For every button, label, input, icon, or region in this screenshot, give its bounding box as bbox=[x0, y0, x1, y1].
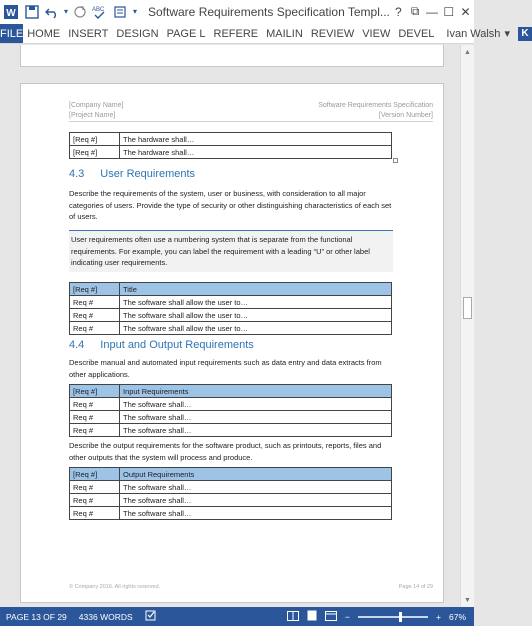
table-resize-handle[interactable] bbox=[393, 158, 398, 163]
input-requirements-paragraph: Describe manual and automated input requirements such as data entry and data extracts from other applications. bbox=[69, 358, 382, 379]
heading-input-output-requirements bbox=[69, 339, 254, 351]
user-account[interactable] bbox=[446, 24, 532, 43]
table-row: Req # The software shall… bbox=[70, 481, 392, 494]
svg-text:W: W bbox=[6, 7, 16, 19]
heading-text: Input and Output Requirements bbox=[100, 339, 254, 351]
zoom-level[interactable]: 67% bbox=[448, 611, 466, 622]
page-footer bbox=[69, 584, 433, 590]
ribbon-tabs bbox=[0, 24, 529, 44]
ribbon-display-button[interactable]: ⧉ bbox=[410, 4, 420, 18]
user-name: Ivan Walsh bbox=[446, 27, 501, 40]
scroll-up-icon[interactable]: ▲ bbox=[464, 48, 471, 56]
footer-copyright: © Company 2016. All rights reserved. bbox=[69, 584, 161, 590]
heading-number: 4.3 bbox=[69, 168, 85, 180]
format-icon[interactable] bbox=[110, 2, 130, 22]
tab-review[interactable]: REVIEW bbox=[310, 27, 355, 40]
heading-text: User Requirements bbox=[100, 168, 196, 180]
table-row: [Req #] The hardware shall… bbox=[70, 146, 392, 159]
footer-page-number: Page 14 of 29 bbox=[398, 584, 433, 590]
zoom-slider[interactable] bbox=[358, 616, 428, 618]
tab-developer[interactable]: DEVEL bbox=[398, 27, 435, 40]
minimize-button[interactable]: — bbox=[425, 4, 438, 19]
scroll-down-icon[interactable]: ▼ bbox=[464, 596, 471, 604]
scroll-thumb[interactable] bbox=[463, 297, 472, 319]
save-icon[interactable] bbox=[22, 2, 42, 22]
undo-dropdown-icon[interactable]: ▾ bbox=[63, 7, 68, 16]
input-requirements-table[interactable] bbox=[69, 384, 392, 437]
header-project: [Project Name] bbox=[69, 112, 116, 119]
customize-qat-icon[interactable]: ▾ bbox=[132, 7, 137, 16]
table-header-row: [Req #] Title bbox=[70, 283, 392, 296]
title-bar bbox=[0, 0, 474, 24]
page-header-row-1 bbox=[69, 102, 433, 109]
header-version: [Version Number] bbox=[378, 112, 433, 119]
read-mode-icon[interactable] bbox=[287, 611, 299, 623]
tab-references[interactable]: REFERE bbox=[213, 27, 259, 40]
output-requirements-paragraph: Describe the output requirements for the software product, such as printouts, reports, files and other outputs that the system will process and produce. bbox=[69, 441, 382, 462]
table-row: [Req #] The hardware shall… bbox=[70, 133, 392, 146]
table-row: Req # The software shall… bbox=[70, 411, 392, 424]
user-requirements-paragraph: Describe the requirements of the system, user or business, with consideration to all major categories of users. Provide the type of security or other distinguishing characteristics of each set of users. bbox=[69, 189, 392, 221]
table-row: Req # The software shall… bbox=[70, 494, 392, 507]
user-requirements-table[interactable] bbox=[69, 282, 392, 335]
tab-design[interactable]: DESIGN bbox=[116, 27, 159, 40]
tab-home[interactable]: HOME bbox=[27, 27, 61, 40]
quick-access-toolbar bbox=[0, 0, 140, 24]
tab-mailings[interactable]: MAILIN bbox=[266, 27, 303, 40]
proofing-icon[interactable] bbox=[145, 610, 157, 623]
redo-icon[interactable] bbox=[70, 2, 90, 22]
chevron-down-icon: ▾ bbox=[504, 28, 510, 40]
table-row: Req # The software shall allow the user to… bbox=[70, 296, 392, 309]
vertical-scrollbar[interactable] bbox=[460, 45, 474, 607]
header-divider bbox=[69, 121, 433, 122]
header-company: [Company Name] bbox=[69, 102, 124, 109]
hardware-requirements-table[interactable] bbox=[69, 132, 392, 159]
maximize-button[interactable]: ☐ bbox=[443, 4, 455, 19]
table-row: Req # The software shall… bbox=[70, 424, 392, 437]
table-header-row: [Req #] Output Requirements bbox=[70, 468, 392, 481]
zoom-out-button[interactable]: − bbox=[345, 611, 351, 622]
tab-file[interactable]: FILE bbox=[0, 24, 23, 43]
output-requirements-table[interactable] bbox=[69, 467, 392, 520]
svg-text:ABC: ABC bbox=[92, 6, 105, 13]
table-row: Req # The software shall… bbox=[70, 398, 392, 411]
zoom-in-button[interactable]: + bbox=[436, 611, 441, 622]
heading-number: 4.4 bbox=[69, 339, 85, 351]
page-count[interactable]: PAGE 13 OF 29 bbox=[6, 611, 67, 622]
undo-icon[interactable] bbox=[42, 2, 62, 22]
status-right bbox=[287, 610, 474, 623]
table-row: Req # The software shall allow the user to… bbox=[70, 309, 392, 322]
header-doc-type: Software Requirements Specification bbox=[318, 102, 433, 109]
page-header-row-2 bbox=[69, 112, 433, 119]
table-row: Req # The software shall allow the user to… bbox=[70, 322, 392, 335]
table-header-row: [Req #] Input Requirements bbox=[70, 385, 392, 398]
print-layout-icon[interactable] bbox=[307, 610, 317, 623]
previous-page-bottom bbox=[20, 45, 444, 67]
heading-user-requirements bbox=[69, 168, 195, 180]
tab-insert[interactable]: INSERT bbox=[68, 27, 109, 40]
close-button[interactable]: ✕ bbox=[460, 4, 471, 19]
status-bar bbox=[0, 607, 474, 626]
document-canvas[interactable] bbox=[0, 45, 460, 607]
spelling-icon[interactable] bbox=[90, 2, 110, 22]
document-page[interactable] bbox=[20, 83, 444, 603]
word-icon[interactable] bbox=[0, 2, 22, 22]
tab-view[interactable]: VIEW bbox=[362, 27, 391, 40]
tab-page-layout[interactable]: PAGE L bbox=[166, 27, 206, 40]
web-layout-icon[interactable] bbox=[325, 611, 337, 623]
add-in-logo-icon[interactable]: K bbox=[518, 27, 532, 41]
table-row: Req # The software shall… bbox=[70, 507, 392, 520]
document-title: Software Requirements Specification Templ... bbox=[148, 4, 390, 19]
zoom-slider-knob[interactable] bbox=[399, 612, 402, 622]
word-count[interactable]: 4336 WORDS bbox=[78, 611, 133, 622]
help-button[interactable]: ? bbox=[394, 4, 402, 19]
user-requirements-note: User requirements often use a numbering system that is separate from the functional requirements. For example, you can label the requirement with a leading “U” or other label indicating user requirements. bbox=[69, 230, 393, 272]
